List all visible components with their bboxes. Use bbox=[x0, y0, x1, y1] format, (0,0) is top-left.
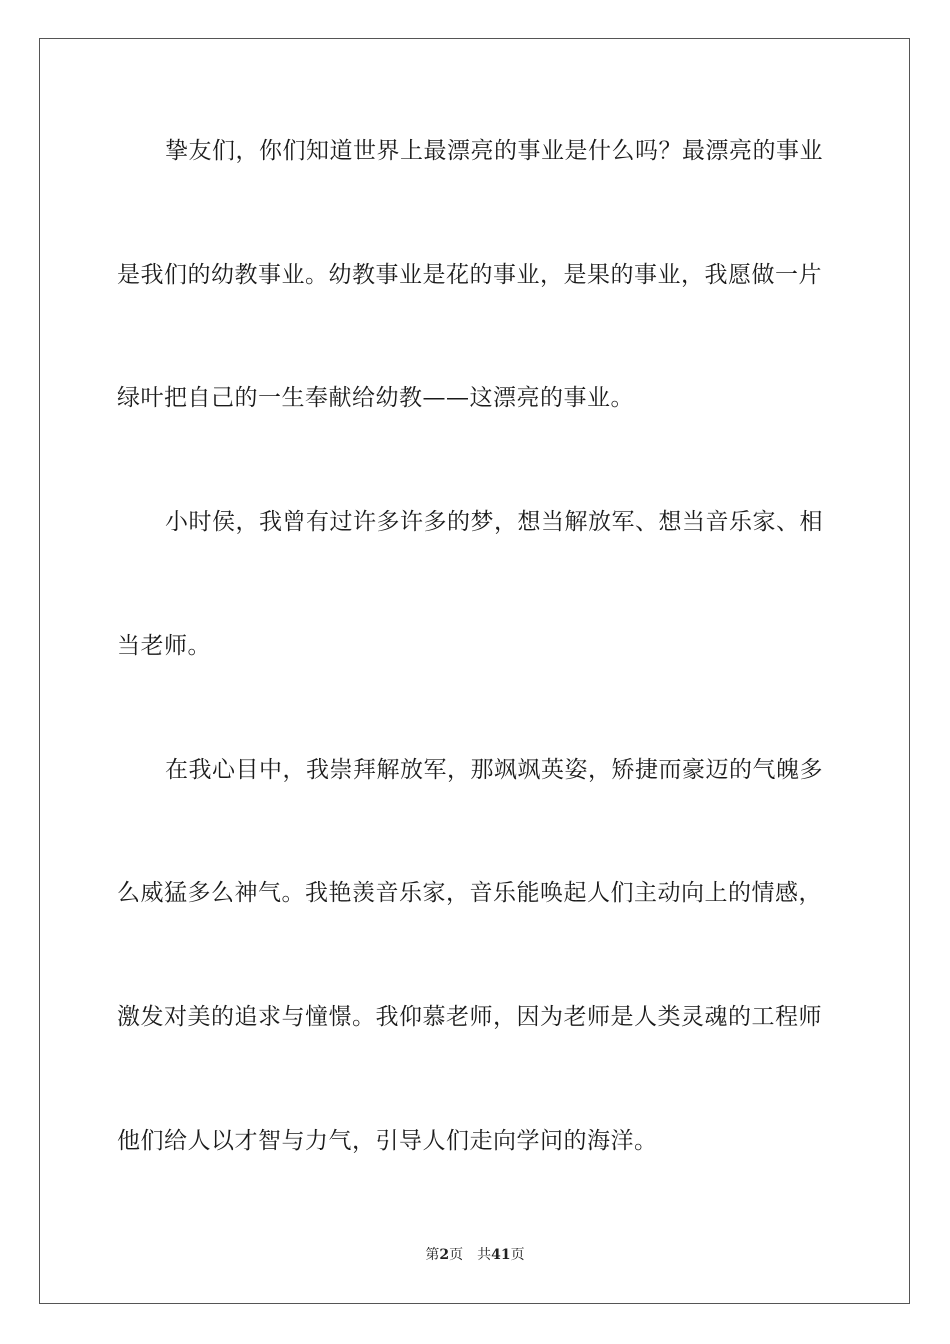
total-suffix: 页 bbox=[510, 1247, 525, 1263]
page-number: 2 bbox=[439, 1247, 450, 1263]
paragraph-line: 绿叶把自己的一生奉献给幼教——这漂亮的事业。 bbox=[117, 385, 634, 411]
paragraph-line: 么威猛多么神气。我艳羡音乐家，音乐能唤起人们主动向上的情感， bbox=[117, 880, 822, 906]
page-prefix: 第 bbox=[425, 1247, 440, 1263]
page-suffix: 页 bbox=[449, 1247, 464, 1263]
paragraph-line: 小时侯，我曾有过许多许多的梦，想当解放军、想当音乐家、相 bbox=[165, 509, 823, 535]
total-prefix: 共 bbox=[477, 1247, 492, 1263]
paragraph-line: 当老师。 bbox=[117, 633, 211, 659]
total-pages: 41 bbox=[491, 1247, 511, 1263]
page-footer bbox=[0, 1246, 950, 1264]
paragraph-line: 是我们的幼教事业。幼教事业是花的事业，是果的事业，我愿做一片 bbox=[117, 262, 822, 288]
paragraph-line: 激发对美的追求与憧憬。我仰慕老师，因为老师是人类灵魂的工程师 bbox=[117, 1004, 822, 1030]
paragraph-line: 在我心目中，我崇拜解放军，那飒飒英姿，矫捷而豪迈的气魄多 bbox=[165, 757, 823, 783]
paragraph-line: 挚友们，你们知道世界上最漂亮的事业是什么吗？最漂亮的事业 bbox=[165, 138, 823, 164]
paragraph-line: 他们给人以才智与力气，引导人们走向学问的海洋。 bbox=[117, 1128, 658, 1154]
page-border bbox=[39, 38, 910, 1304]
